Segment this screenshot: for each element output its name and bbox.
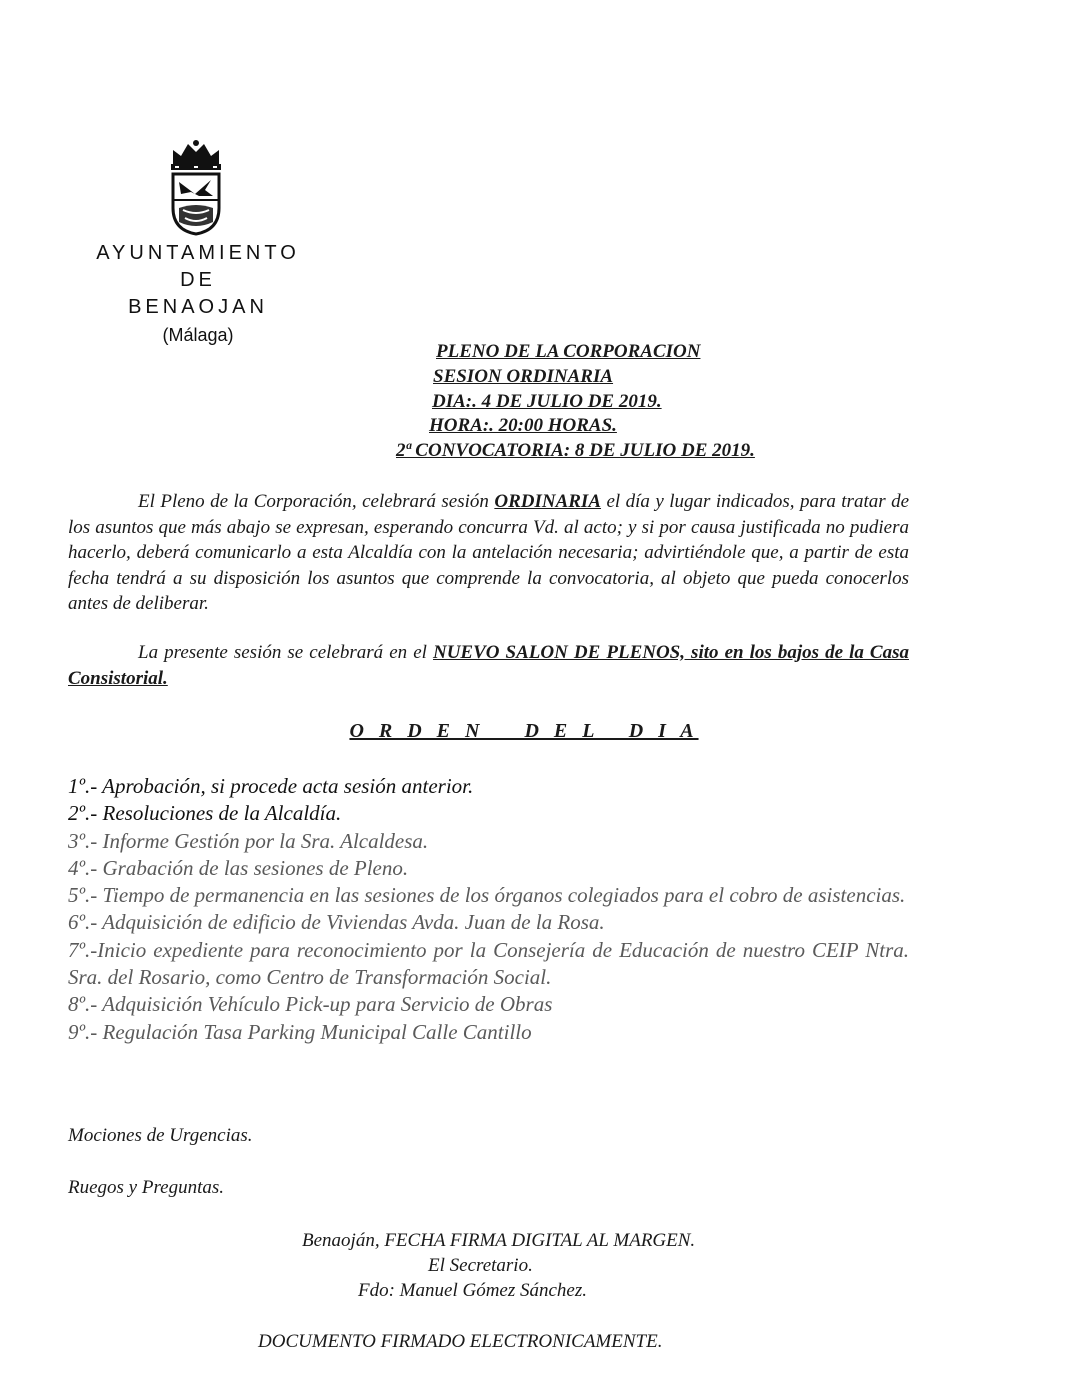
agenda-item: 6º.- Adquisición de edificio de Viviendas Avda. Juan de la Rosa. [68,910,605,935]
letterhead [70,240,326,348]
header-dia: DIA:. 4 DE JULIO DE 2019. [432,391,662,412]
letterhead-province: (Málaga) [162,325,234,345]
p2-location: NUEVO SALON DE PLENOS, sito en los bajos de la Casa Consistorial. [68,642,909,689]
agenda-item: 2º.- Resoluciones de la Alcaldía. [68,801,342,826]
agenda-item: 4º.- Grabación de las sesiones de Pleno. [68,855,409,880]
agenda-item: 7º.-Inicio expediente para reconocimiento por la Consejería de Educación de nuestro CEIP Ntra. Sra. del Rosario, como Centro de Transformación Social. [68,937,909,990]
header-convocatoria: 2ª CONVOCATORIA: 8 DE JULIO DE 2019. [396,440,755,461]
electronic-signature-note: DOCUMENTO FIRMADO ELECTRONICAMENTE. [258,1331,663,1352]
coat-of-arms-icon [165,138,227,238]
place-date: Benaoján, FECHA FIRMA DIGITAL AL MARGEN. [302,1230,696,1251]
agenda-item: 5º.- Tiempo de permanencia en las sesiones de los órganos colegiados para el cobro de asistencias. [68,883,906,908]
agenda-title: O R D E N D E L D I A [349,720,699,742]
mociones-urgencias: Mociones de Urgencias. [68,1125,253,1146]
paragraph-convocation [68,489,909,617]
letterhead-line-1: AYUNTAMIENTO [96,242,300,264]
agenda-item: 9º.- Regulación Tasa Parking Municipal Calle Cantillo [68,1019,532,1044]
signer-name: Fdo: Manuel Gómez Sánchez. [358,1280,588,1301]
ruegos-preguntas: Ruegos y Preguntas. [68,1177,225,1198]
agenda-item: 8º.- Adquisición Vehículo Pick-up para Servicio de Obras [68,992,553,1017]
p1-text-after: el día y lugar indicados, para tratar de los asuntos que más abajo se expresan, esperando concurra Vd. al acto; y si por causa justificada no pudiera hacerlo, deberá comunicarlo a esta Alcaldía con la antelación necesaria; advirtiéndole que, a partir de esta fecha tendrá a su disposición los asuntos que comprende la convocatoria, al objeto que pueda conocerlos antes de deliberar. [68,491,910,614]
header-pleno: PLENO DE LA CORPORACION [436,341,701,362]
header-hora: HORA:. 20:00 HORAS. [429,415,617,436]
p1-text-before: El Pleno de la Corporación, celebrará sesión [138,491,489,512]
paragraph-location [68,640,909,691]
header-sesion: SESION ORDINARIA [433,366,614,387]
letterhead-line-2: DE [180,269,216,291]
agenda-item: 1º.- Aprobación, si procede acta sesión anterior. [68,774,474,798]
letterhead-line-3: BENAOJAN [128,296,268,318]
p2-text-before: La presente sesión se celebrará en el [138,642,427,663]
p1-session-type: ORDINARIA [494,491,602,512]
agenda-item: 3º.- Informe Gestión por la Sra. Alcaldesa. [68,828,429,853]
signer-role: El Secretario. [428,1255,533,1276]
agenda-list [68,773,909,1046]
